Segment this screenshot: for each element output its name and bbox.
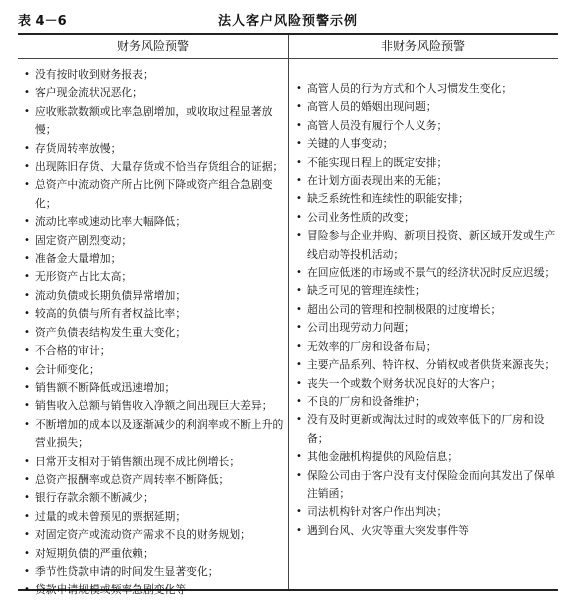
list-item-text: 对固定资产或流动资产需求不良的财务规划； [35, 528, 251, 542]
bullet-icon: • [296, 414, 302, 426]
bullet-icon: • [24, 142, 30, 154]
bullet-icon: • [296, 156, 302, 168]
list-item [294, 154, 558, 172]
list-item [22, 397, 286, 415]
bullet-icon: • [296, 506, 302, 518]
list-item [294, 503, 558, 521]
list-item-text: 高管人员没有履行个人义务； [307, 118, 448, 132]
list-item [294, 375, 558, 393]
bullet-icon: • [24, 271, 30, 283]
list-item [22, 342, 286, 360]
list-item-text: 无形资产占比太高； [35, 270, 133, 284]
list-item-text: 在回应低迷的市场或不景气的经济状况时反应迟缓； [307, 266, 556, 280]
list-item [294, 227, 558, 264]
list-item [22, 268, 286, 286]
list-item-text: 存货周转率放慢； [35, 141, 122, 155]
bullet-icon: • [296, 322, 302, 334]
list-item [294, 448, 558, 466]
list-item [294, 282, 558, 300]
bullet-icon: • [296, 211, 302, 223]
list-item [22, 361, 286, 379]
list-item [294, 319, 558, 337]
list-item [294, 338, 558, 356]
bullet-icon: • [24, 473, 30, 485]
list-item-text: 固定资产剧烈变动； [35, 233, 133, 247]
list-item-text: 资产负债表结构发生重大变化； [35, 325, 187, 339]
list-item-text: 冒险参与企业并购、新项目投资、新区域开发或生产线启动等投机活动； [307, 229, 556, 261]
list-item [22, 287, 286, 305]
list-item-text: 超出公司的管理和控制极限的过度增长； [307, 302, 502, 316]
list-item-text: 较高的负债与所有者权益比率； [35, 307, 187, 321]
list-item [22, 545, 286, 563]
bullet-icon: • [296, 193, 302, 205]
bullet-icon: • [296, 101, 302, 113]
list-item [22, 66, 286, 84]
list-item [22, 416, 286, 453]
list-item [294, 264, 558, 282]
list-item-text: 缺乏系统性和连续性的职能安排； [307, 192, 469, 206]
bullet-icon: • [24, 565, 30, 577]
bullet-icon: • [296, 303, 302, 315]
column-divider [288, 35, 289, 589]
list-item [22, 324, 286, 342]
list-item-text: 银行存款余额不断减少； [35, 491, 154, 505]
bullet-icon: • [296, 359, 302, 371]
list-item-text: 保险公司由于客户没有支付保险金而向其发出了保单注销函； [307, 468, 556, 500]
list-item-text: 高管人员的婚姻出现问题； [307, 100, 437, 114]
bullet-icon: • [24, 234, 30, 246]
list-item-text: 客户现金流状况恶化； [35, 86, 143, 100]
bullet-icon: • [24, 345, 30, 357]
bullet-icon: • [24, 547, 30, 559]
list-item-text: 司法机构针对客户作出判决； [307, 505, 448, 519]
list-item-text: 季节性贷款申请的时间发生显著变化； [35, 564, 219, 578]
list-item [22, 158, 286, 176]
list-item-text: 公司业务性质的改变； [307, 210, 415, 224]
list-item [22, 250, 286, 268]
bullet-icon: • [24, 381, 30, 393]
list-item-text: 流动比率或速动比率大幅降低； [35, 215, 187, 229]
list-item-text: 不良的厂房和设备维护； [307, 394, 426, 408]
list-item-text: 无效率的厂房和设备布局； [307, 339, 437, 353]
list-item [22, 508, 286, 526]
list-item [22, 232, 286, 250]
bullet-icon: • [296, 340, 302, 352]
bullet-icon: • [24, 363, 30, 375]
bullet-icon: • [24, 253, 30, 265]
table-number: 表 4－6 [18, 14, 67, 29]
bullet-icon: • [24, 69, 30, 80]
list-item-text: 在计划方面表现出来的无能； [307, 174, 448, 188]
list-item [22, 489, 286, 507]
list-item [22, 379, 286, 397]
list-item [22, 563, 286, 581]
risk-warning-table [18, 33, 558, 597]
bullet-icon: • [296, 285, 302, 297]
bullet-icon: • [296, 119, 302, 131]
bullet-icon: • [296, 230, 302, 242]
list-item-text: 流动负债或长期负债异常增加； [35, 288, 187, 302]
list-item [294, 393, 558, 411]
list-item [22, 453, 286, 471]
list-item-text: 丧失一个或数个财务状况良好的大客户； [307, 376, 502, 390]
list-item [22, 213, 286, 231]
list-item-text: 不合格的审计； [35, 344, 111, 358]
list-item-text: 总资产中流动资产所占比例下降或资产组合急剧变化； [35, 178, 273, 210]
bullet-icon: • [296, 83, 302, 94]
bullet-icon: • [24, 510, 30, 522]
bullet-icon: • [296, 377, 302, 389]
list-item [22, 176, 286, 213]
bullet-icon: • [24, 161, 30, 173]
list-item-text: 总资产报酬率或总资产周转率不断降低； [35, 472, 230, 486]
list-item-text: 没有按时收到财务报表； [35, 68, 154, 81]
list-item [294, 190, 558, 208]
bullet-icon: • [24, 326, 30, 338]
column-heading-non-financial: 非财务风险预警 [380, 39, 465, 53]
bullet-icon: • [296, 138, 302, 150]
non-financial-warning-list [294, 80, 558, 540]
bullet-icon: • [24, 584, 30, 596]
bullet-icon: • [24, 418, 30, 430]
list-item-text: 缺乏可见的管理连续性； [307, 284, 426, 298]
list-item [294, 301, 558, 319]
list-item [22, 471, 286, 489]
list-item-text: 不能实现日程上的既定安排； [307, 155, 448, 169]
bullet-icon: • [296, 267, 302, 279]
list-item-text: 日常开支相对于销售额出现不成比例增长； [35, 454, 241, 468]
list-item-text: 销售额不断降低或迅速增加； [35, 380, 176, 394]
bullet-icon: • [24, 87, 30, 99]
list-item [22, 140, 286, 158]
list-item [294, 467, 558, 504]
list-item-text: 其他金融机构提供的风险信息； [307, 450, 459, 464]
list-item-text: 公司出现劳动力问题； [307, 321, 415, 335]
list-item [22, 84, 286, 102]
table-title: 法人客户风险预警示例 [217, 14, 358, 29]
bullet-icon: • [24, 308, 30, 320]
table-header [18, 8, 558, 30]
list-item-text: 过量的或未曾预见的票据延期； [35, 509, 187, 523]
list-item-text: 不断增加的成本以及逐渐减少的利润率或不断上升的营业损失； [35, 417, 284, 450]
list-item [22, 581, 286, 599]
list-item-text: 出现陈旧存货、大量存货或不恰当存货组合的证据； [35, 160, 284, 174]
financial-warning-list [22, 66, 286, 600]
bullet-icon: • [24, 400, 30, 412]
list-item [294, 356, 558, 374]
list-item [294, 98, 558, 116]
bullet-icon: • [296, 175, 302, 187]
list-item [294, 80, 558, 98]
column-heading-financial: 财务风险预警 [116, 39, 189, 53]
list-item [22, 305, 286, 323]
bullet-icon: • [296, 395, 302, 407]
list-item-text: 对短期负债的严重依赖； [35, 546, 154, 560]
list-item [22, 526, 286, 544]
list-item [294, 172, 558, 190]
bullet-icon: • [24, 455, 30, 467]
list-item [294, 209, 558, 227]
list-item [294, 522, 558, 540]
bullet-icon: • [296, 469, 302, 481]
list-item-text: 遇到台风、火灾等重大突发事件等 [307, 523, 469, 537]
list-item-text: 高管人员的行为方式和个人习惯发生变化； [307, 82, 513, 95]
list-item-text: 销售收入总额与销售收入净额之间出现巨大差异； [35, 399, 273, 413]
list-item-text: 准备金大量增加； [35, 252, 122, 266]
list-item-text: 贷款申请规模或频率急剧变化等 [35, 583, 187, 597]
bullet-icon: • [296, 451, 302, 463]
list-item [294, 117, 558, 135]
bullet-icon: • [24, 105, 30, 117]
bullet-icon: • [296, 524, 302, 536]
bullet-icon: • [24, 179, 30, 191]
bullet-icon: • [24, 529, 30, 541]
list-item-text: 主要产品系列、特许权、分销权或者供货来源丧失； [307, 358, 556, 372]
list-item-text: 没有及时更新或淘汰过时的或效率低下的厂房和设备； [307, 413, 545, 445]
list-item [22, 103, 286, 140]
list-item-text: 关键的人事变动； [307, 137, 394, 151]
bullet-icon: • [24, 492, 30, 504]
bullet-icon: • [24, 216, 30, 228]
list-item [294, 135, 558, 153]
list-item [294, 411, 558, 448]
bullet-icon: • [24, 289, 30, 301]
list-item-text: 会计师变化； [35, 362, 100, 376]
list-item-text: 应收账款数额或比率急剧增加，或收取过程显著放慢； [35, 104, 273, 137]
